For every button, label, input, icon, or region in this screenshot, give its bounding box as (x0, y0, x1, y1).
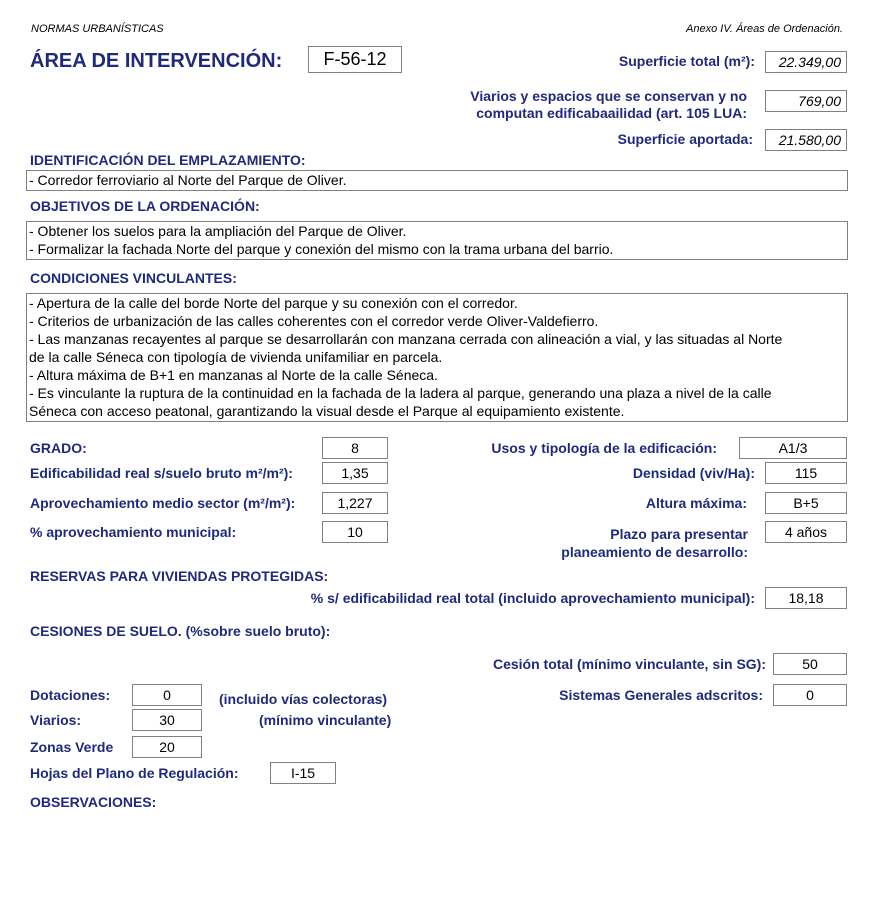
edificabilidad-label: Edificabilidad real s/suelo bruto m²/m²): (30, 465, 293, 481)
condiciones-heading: CONDICIONES VINCULANTES: (30, 270, 237, 286)
condiciones-line: - Es vinculante la ruptura de la continuidad en la fachada de la ladera al parque, generando una plaza a nivel de la calle (29, 385, 772, 401)
plazo-label (561, 525, 748, 561)
plazo-label-line1: Plazo para presentar (610, 526, 748, 542)
sistemas-generales-label: Sistemas Generales adscritos: (559, 687, 763, 703)
grado-label: GRADO: (30, 440, 87, 456)
plazo-value: 4 años (765, 521, 847, 543)
aprovechamiento-value: 1,227 (322, 492, 388, 514)
condiciones-line: Séneca con acceso peatonal, garantizando la visual desde el Parque al equipamiento existente. (29, 403, 625, 419)
condiciones-line: - Las manzanas recayentes al parque se desarrollarán con manzana cerrada con alineación a vial, y las situadas al Norte (29, 331, 783, 347)
observaciones-heading: OBSERVACIONES: (30, 794, 157, 810)
reservas-label: % s/ edificabilidad real total (incluido aprovechamiento municipal): (310, 590, 755, 606)
municipal-label: % aprovechamiento municipal: (30, 524, 237, 540)
header-left: NORMAS URBANÍSTICAS (31, 23, 164, 35)
usos-label: Usos y tipología de la edificación: (491, 440, 717, 456)
viarios-label: Viarios: (30, 712, 82, 728)
cesiones-heading: CESIONES DE SUELO. (%sobre suelo bruto): (30, 623, 331, 639)
plazo-label-line2: planeamiento de desarrollo: (561, 544, 748, 560)
altura-value: B+5 (765, 492, 847, 514)
objetivos-line: - Obtener los suelos para la ampliación del Parque de Oliver. (29, 223, 407, 239)
identificacion-heading: IDENTIFICACIÓN DEL EMPLAZAMIENTO: (30, 152, 306, 168)
reservas-heading: RESERVAS PARA VIVIENDAS PROTEGIDAS: (30, 568, 329, 584)
hojas-plano-label: Hojas del Plano de Regulación: (30, 765, 239, 781)
aprovechamiento-label: Aprovechamiento medio sector (m²/m²): (30, 495, 296, 511)
condiciones-line: - Criterios de urbanización de las calles coherentes con el corredor verde Oliver-Valdefierro. (29, 313, 599, 329)
superficie-aportada-value: 21.580,00 (765, 129, 847, 151)
viarios-conservan-label-line2: computan edificabaailidad (art. 105 LUA: (476, 105, 747, 121)
viarios-conservan-value: 769,00 (765, 90, 847, 112)
viarios-note: (mínimo vinculante) (259, 712, 392, 728)
densidad-value: 115 (765, 462, 847, 484)
header-right: Anexo IV. Áreas de Ordenación. (686, 23, 843, 35)
dotaciones-note: (incluido vías colectoras) (219, 691, 388, 707)
page-title: ÁREA DE INTERVENCIÓN: (30, 50, 283, 72)
densidad-label: Densidad (viv/Ha): (632, 465, 755, 481)
edificabilidad-value: 1,35 (322, 462, 388, 484)
municipal-value: 10 (322, 521, 388, 543)
dotaciones-value: 0 (132, 684, 202, 706)
usos-value: A1/3 (739, 437, 847, 459)
objetivos-box (26, 221, 848, 260)
dotaciones-label: Dotaciones: (30, 687, 111, 703)
condiciones-line: - Apertura de la calle del borde Norte del parque y su conexión con el corredor. (29, 295, 518, 311)
area-code: F-56-12 (308, 46, 402, 73)
condiciones-line: de la calle Séneca con tipología de vivienda unifamiliar en parcela. (29, 349, 443, 365)
condiciones-box (26, 293, 848, 422)
condiciones-line: - Altura máxima de B+1 en manzanas al Norte de la calle Séneca. (29, 367, 438, 383)
cesion-total-value: 50 (773, 653, 847, 675)
identificacion-box (26, 170, 848, 191)
hojas-plano-value: I-15 (270, 762, 336, 784)
superficie-total-label: Superficie total (m²): (618, 53, 755, 69)
superficie-total-value: 22.349,00 (765, 51, 847, 73)
viarios-conservan-label (470, 88, 747, 122)
zonas-verde-label: Zonas Verde (30, 739, 114, 755)
objetivos-line: - Formalizar la fachada Norte del parque y conexión del mismo con la trama urbana del barrio. (29, 241, 614, 257)
reservas-value: 18,18 (765, 587, 847, 609)
cesion-total-label: Cesión total (mínimo vinculante, sin SG): (492, 656, 766, 672)
zonas-verde-value: 20 (132, 736, 202, 758)
altura-label: Altura máxima: (645, 495, 747, 511)
identificacion-line: - Corredor ferroviario al Norte del Parque de Oliver. (29, 172, 347, 188)
superficie-aportada-label: Superficie aportada: (617, 131, 753, 147)
grado-value: 8 (322, 437, 388, 459)
viarios-value: 30 (132, 709, 202, 731)
objetivos-heading: OBJETIVOS DE LA ORDENACIÓN: (30, 198, 260, 214)
sistemas-generales-value: 0 (773, 684, 847, 706)
viarios-conservan-label-line1: Viarios y espacios que se conservan y no (470, 88, 747, 104)
